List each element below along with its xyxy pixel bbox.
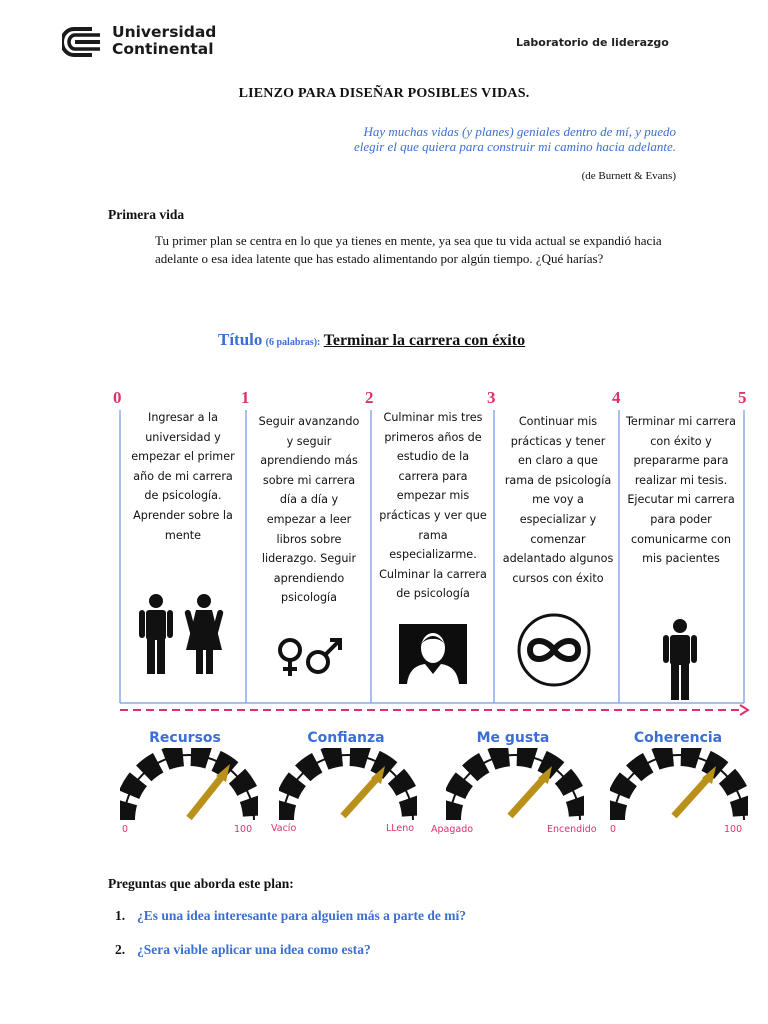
logo-line-1: Universidad <box>112 23 217 41</box>
person-silhouette-icon <box>399 624 467 684</box>
timeline-step-2-text: Seguir avanzando y seguir aprendiendo más sobre mi carrera día a día y empezar a leer libros sobre liderazgo. Seguir aprendiendo psicología <box>258 415 360 605</box>
gauge-max-label: LLeno <box>386 823 415 834</box>
person-icon <box>662 618 698 702</box>
header-lab-title: Laboratorio de liderazgo <box>516 36 669 49</box>
titulo-hint: (6 palabras): <box>265 337 321 348</box>
gauge-label-me-gusta: Me gusta <box>476 730 550 746</box>
gauge-min-label: Vacío <box>271 823 297 834</box>
gauge-min-label: Apagado <box>431 824 474 835</box>
timeline-step-5-text: Terminar mi carrera con éxito y prepararme para realizar mi tesis. Ejecutar mi carrera para poder comunicarme con mis pacientes <box>626 415 736 566</box>
timeline-number-4: 4 <box>612 388 621 407</box>
timeline-number-2: 2 <box>365 388 374 407</box>
gauge-max-label: 100 <box>234 824 253 835</box>
question-text: ¿Sera viable aplicar una idea como esta? <box>137 942 371 957</box>
man-woman-icon <box>134 592 230 680</box>
timeline-step-1-text: Ingresar a la universidad y empezar el primer año de mi carrera de psicología. Aprender sobre la mente <box>131 411 235 542</box>
timeline-step-3-text: Culminar mis tres primeros años de estudio de la carrera para empezar mis prácticas y ver que rama especializarme. Culminar la carrera de psicología <box>379 411 487 601</box>
question-item <box>115 908 466 924</box>
gauge-meter-icon <box>120 748 258 822</box>
infinity-icon <box>516 612 592 688</box>
gauge-max-label: 100 <box>724 824 743 835</box>
timeline-step-4-text: Continuar mis prácticas y tener en claro a que rama de psicología me voy a especializar y comenzar adelantado algunos cursos con éxito <box>502 415 614 585</box>
gauge-label-recursos: Recursos <box>149 730 221 746</box>
gauge-meter-icon <box>610 748 748 822</box>
gauge-min-label: 0 <box>610 824 617 835</box>
section-heading: Primera vida <box>108 207 185 222</box>
question-number: 1. <box>115 908 126 923</box>
question-number: 2. <box>115 942 126 957</box>
titulo-value: Terminar la carrera con éxito <box>323 332 526 349</box>
gauge-meter-icon <box>279 748 417 822</box>
logo-line-2: Continental <box>112 40 214 58</box>
gauge-meter-icon <box>446 748 584 822</box>
timeline-number-3: 3 <box>487 388 496 407</box>
timeline-number-5: 5 <box>738 388 747 407</box>
gauge-min-label: 0 <box>122 824 129 835</box>
quote: Hay muchas vidas (y planes) geniales dentro de mí, y puedo elegir el que quiera para construir mi camino hacia adelante. <box>353 124 676 154</box>
gender-symbols-icon <box>274 636 346 678</box>
page-title: LIENZO PARA DISEÑAR POSIBLES VIDAS. <box>238 86 530 101</box>
quote-author: (de Burnett & Evans) <box>581 170 676 182</box>
gauge-label-coherencia: Coherencia <box>633 730 723 746</box>
gauge-label-confianza: Confianza <box>307 730 385 746</box>
question-item <box>115 942 371 958</box>
timeline-number-0: 0 <box>113 388 122 407</box>
questions-heading: Preguntas que aborda este plan: <box>108 876 294 891</box>
timeline-number-1: 1 <box>241 388 250 407</box>
gauge-max-label: Encendido <box>547 824 597 835</box>
titulo-label: Título <box>218 330 263 349</box>
question-text: ¿Es una idea interesante para alguien más a parte de mí? <box>137 908 467 923</box>
intro-paragraph: Tu primer plan se centra en lo que ya tienes en mente, ya sea que tu vida actual se expandió hacia adelante o esa idea latente que has estado alimentando por algún tiempo. ¿Qué harías? <box>155 233 662 266</box>
